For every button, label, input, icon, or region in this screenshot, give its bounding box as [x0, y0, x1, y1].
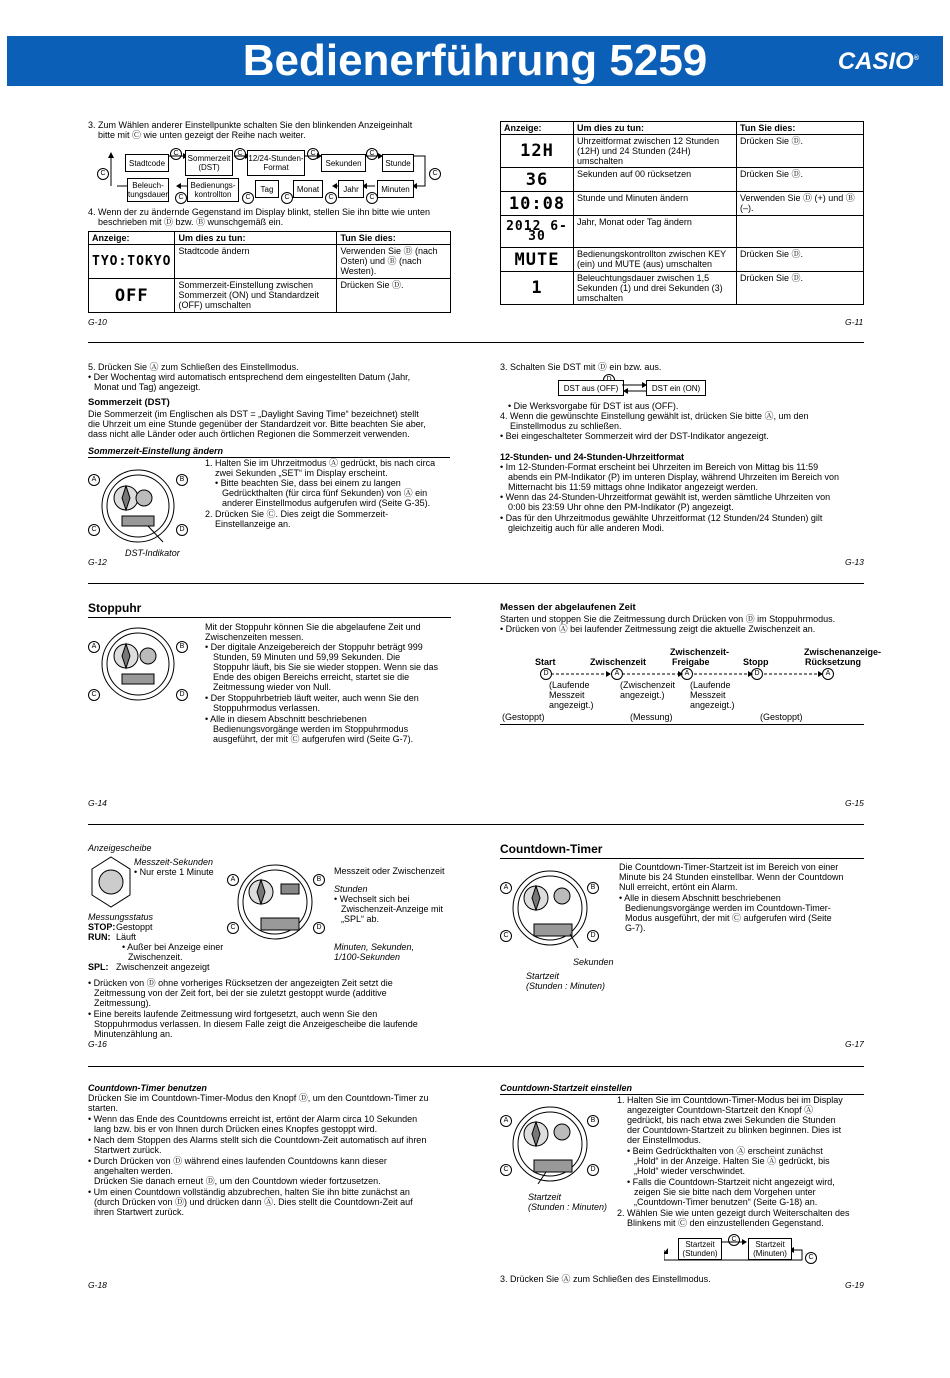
flow-jahr: Jahr — [338, 180, 364, 198]
g15-heading: Messen der abgelaufenen Zeit — [500, 602, 636, 613]
g18-line: starten. — [88, 1103, 119, 1113]
status-label: RUN: — [88, 932, 111, 942]
c-button-icon: C — [242, 192, 254, 204]
g16-line: Zeitmessung). — [94, 998, 152, 1008]
g17-line: Null erreicht, ertönt ein Alarm. — [619, 882, 738, 892]
flow-sommerzeit: Sommerzeit (DST) — [185, 150, 233, 176]
g17-line: Minute bis 24 Stunden einstellbar. Wenn der Countdown — [619, 872, 844, 882]
flow-note: angezeigt.) — [690, 700, 735, 710]
g12-line: Monat und Tag) angezeigt. — [94, 382, 201, 392]
g18-line: • Nach dem Stoppen des Alarms stellt sich die Countdown-Zeit automatisch auf ihren — [88, 1135, 427, 1145]
lcd-off: OFF — [89, 279, 175, 313]
flow-stopp: Stopp — [743, 657, 769, 667]
caption: Messzeit-Sekunden — [134, 857, 214, 867]
g10-step3: 3. Zum Wählen anderer Einstellpunkte schalten Sie den blinkenden Anzeigeinhalt — [88, 120, 413, 130]
g13-line: • Wenn das 24-Stunden-Uhrzeitformat gewählt ist, werden sämtliche Uhrzeiten von — [500, 492, 831, 502]
g12-line: • Bitte beachten Sie, dass bei einem zu langen — [215, 478, 401, 488]
d-button-icon: D — [587, 930, 599, 942]
g19-line: 3. Drücken Sie Ⓐ zum Schließen des Einstellmodus. — [500, 1274, 711, 1284]
g18-line: Startwert zurück. — [94, 1145, 162, 1155]
g10-settings-table: Anzeige: Um dies zu tun: Tun Sie dies: TYO:TOKYO Stadtcode ändern Verwenden Sie Ⓓ (nach Osten) und Ⓑ (nach Westen). OFF Sommerzeit-Einstellung zwischen Sommerzeit (ON) und Standardzeit (OFF) umschalten Drücken Sie Ⓓ. — [88, 231, 451, 313]
flow-state: (Messung) — [630, 712, 673, 722]
flow-freigabe: Zwischenzeit- — [670, 647, 730, 657]
g14-line: Mit der Stoppuhr können Sie die abgelaufene Zeit und — [205, 622, 421, 632]
g18-line: lang bzw. bis er von Ihnen durch Drücken eines Knopfes gestoppt wird. — [94, 1124, 378, 1134]
caption: Messungsstatus — [88, 912, 154, 922]
g17-line: • Alle in diesem Abschnitt beschriebenen — [619, 893, 781, 903]
caption: Startzeit — [528, 1192, 562, 1202]
a-button-icon: A — [88, 474, 100, 486]
g12-subheading: Sommerzeit-Einstellung ändern — [88, 446, 224, 456]
c-button-icon: C — [325, 192, 337, 204]
g14-line: ausgeführt, der mit Ⓒ aufgerufen wird (Seite G-7). — [213, 734, 414, 744]
g10-step4: 4. Wenn der zu ändernde Gegenstand im Display blinkt, stellen Sie ihn bitte wie unten — [88, 207, 431, 217]
g19-line: der Countdown-Startzeit zu blinken beginnen. Dies ist — [627, 1125, 842, 1135]
g13-line: Einstellmodus zu schließen. — [510, 421, 622, 431]
c-button-icon: C — [500, 930, 512, 942]
flow-note: Messzeit — [690, 690, 726, 700]
g13-line: gleichzeitig auch für alle anderen Modi. — [508, 523, 665, 533]
title-banner — [7, 36, 943, 86]
dst-on-box: DST ein (ON) — [646, 380, 706, 396]
flow-zwischenzeit: Zwischenzeit — [590, 657, 647, 667]
b-button-icon: B — [176, 474, 188, 486]
flow-format: 12/24-Stunden- Format — [247, 150, 305, 176]
a-button-icon: A — [681, 668, 693, 680]
g14-line: Zeitmessung wieder von Null. — [213, 682, 332, 692]
flow-bedienungston: Bedienungs- kontrollton — [187, 178, 239, 202]
flow-note: angezeigt.) — [549, 700, 594, 710]
c-button-icon: C — [234, 148, 246, 160]
g10-step3b: bitte mit Ⓒ wie unten gezeigt der Reihe nach weiter. — [98, 130, 306, 140]
g18-line: ihren Startwert zurück. — [94, 1207, 185, 1217]
a-button-icon: A — [822, 668, 834, 680]
g12-line: dass nicht alle Länder oder auch örtlichen Regionen die Sommerzeit verwenden. — [88, 429, 410, 439]
g13-line: • Im 12-Stunden-Format erscheint bei Uhrzeiten im Bereich von Mittag bis 11:59 — [500, 462, 819, 472]
g17-line: Modus ausgeführt, der mit Ⓒ aufgerufen wird (Seite — [625, 913, 832, 923]
status-note: Zwischenzeit. — [128, 952, 183, 962]
lcd-1008: 10:08 — [501, 192, 574, 216]
g16-line: Stoppuhrmodus verlassen. In diesem Falle zeigt die Anzeigescheibe die laufende — [94, 1019, 418, 1029]
g12-line: 1. Halten Sie im Uhrzeitmodus Ⓐ gedrückt, bis nach circa — [205, 458, 436, 468]
page-number: G-11 — [845, 317, 864, 327]
caption: „SPL“ ab. — [341, 914, 380, 924]
c-button-icon: C — [88, 689, 100, 701]
toggle-arrows — [622, 380, 648, 396]
b-button-icon: B — [587, 882, 599, 894]
flow-note: angezeigt.) — [620, 690, 665, 700]
a-button-icon: A — [227, 874, 239, 886]
section-divider — [88, 1066, 864, 1067]
g12-line: 2. Drücken Sie Ⓒ. Dies zeigt die Sommerzeit- — [205, 509, 389, 519]
caption: Minuten, Sekunden, — [334, 942, 415, 952]
g14-line: • Der Stoppuhrbetrieb läuft weiter, auch wenn Sie den — [205, 693, 419, 703]
d-button-icon: D — [540, 668, 552, 680]
g13-line: abends ein PM-Indikator (P) im unteren Display, während Uhrzeiten im Bereich von — [508, 472, 839, 482]
flow-state: (Gestoppt) — [760, 712, 803, 722]
flow-startzeit-minuten: Startzeit (Minuten) — [748, 1238, 792, 1260]
lcd-12h: 12H — [501, 135, 574, 168]
c-button-icon: C — [97, 168, 109, 180]
page-number: G-19 — [845, 1280, 864, 1290]
flow-note: Messzeit — [549, 690, 585, 700]
c-button-icon: C — [366, 148, 378, 160]
flow-freigabe: Freigabe — [672, 657, 710, 667]
caption: Sekunden — [573, 957, 614, 967]
section-divider — [88, 824, 864, 825]
casio-logo: CASIO® — [837, 48, 919, 75]
flow-note: (Laufende — [549, 680, 590, 690]
underline — [500, 858, 864, 859]
g12-line: Die Sommerzeit (im Englischen als DST = „Daylight Saving Time“ bezeichnet) stellt — [88, 409, 419, 419]
g19-line: Blinkens mit Ⓒ den einzustellenden Gegenstand. — [627, 1218, 824, 1228]
flow-start: Start — [535, 657, 556, 667]
g17-line: Die Countdown-Timer-Startzeit ist im Bereich von einer — [619, 862, 839, 872]
g12-line: zwei Sekunden „SET“ im Display erscheint. — [215, 468, 388, 478]
g18-line: Drücken Sie danach erneut Ⓓ, um den Countdown wieder fortzusetzen. — [94, 1176, 381, 1186]
section-divider — [88, 342, 864, 343]
g19-line: 1. Halten Sie im Countdown-Timer-Modus bei im Display — [617, 1095, 843, 1105]
g16-line: Minutenzählung an. — [94, 1029, 173, 1039]
g18-line: Drücken Sie im Countdown-Timer-Modus den Knopf Ⓓ, um den Countdown-Timer zu — [88, 1093, 429, 1103]
flow-ruecksetzung: Zwischenanzeige- — [804, 647, 882, 657]
g19-line: gedrückt, bis nach etwa zwei Sekunden die Stunden — [627, 1115, 836, 1125]
g19-line: „Countdown-Timer benutzen“ (Seite G-18) an. — [634, 1197, 818, 1207]
dst-off-box: DST aus (OFF) — [558, 380, 624, 396]
g18-line: (durch Drücken von Ⓓ) und drücken dann Ⓐ. Dies stellt die Countdown-Zeit auf — [94, 1197, 413, 1207]
page-number: G-16 — [88, 1039, 107, 1049]
status-value: Zwischenzeit angezeigt — [116, 962, 210, 972]
a-button-icon: A — [611, 668, 623, 680]
flow-stunde: Stunde — [382, 154, 414, 172]
underline — [500, 724, 864, 725]
c-button-icon: C — [429, 168, 441, 180]
g13-line: 0:00 bis 23:59 Uhr ohne den PM-Indikator (P) angezeigt. — [508, 502, 734, 512]
g14-line: Stoppuhrmodus verlassen. — [213, 703, 321, 713]
d-button-icon: D — [176, 689, 188, 701]
g12-heading: Sommerzeit (DST) — [88, 397, 170, 408]
g11-settings-table: Anzeige: Um dies zu tun: Tun Sie dies: 12H Uhrzeitformat zwischen 12 Stunden (12H) und 24 Stunden (24H) umschalten Drücken Sie Ⓓ. 36 Sekunden auf 00 rücksetzen Drücken Sie Ⓓ. 10:08 Stunde und Minuten ändern Verwenden Sie Ⓓ (+) und Ⓑ (–). 2012 6-30 Jahr, Monat oder Tag ändern MUTE Bedienungskontrollton zwischen KEY (ein) und MUTE (aus) umschalten Drücken Sie Ⓓ. 1 Beleuchtungsdauer zwischen 1,5 Sekunden (1) und drei Sekunden (3) umschalten Drücken Sie Ⓓ. — [500, 121, 864, 305]
g13-line: Mitternacht bis 11:59 mittags ohne Indikator angezeigt werden. — [508, 482, 758, 492]
c-button-icon: C — [366, 192, 378, 204]
g10-step4b: beschrieben mit Ⓓ bzw. Ⓑ wunschgemäß ein. — [98, 217, 284, 227]
d-button-icon: D — [751, 668, 763, 680]
c-button-icon: C — [728, 1234, 740, 1246]
c-button-icon: C — [805, 1252, 817, 1264]
caption: Stunden — [334, 884, 368, 894]
page-number: G-17 — [845, 1039, 864, 1049]
flow-stadtcode: Stadtcode — [125, 154, 169, 172]
page-number: G-13 — [845, 557, 864, 567]
flow-minuten: Minuten — [377, 180, 414, 198]
c-button-icon: C — [88, 524, 100, 536]
g16-line: Zeitmessung von der Zeit fort, bei der sie zuletzt gestoppt wurde (additive — [94, 988, 387, 998]
caption: Zwischenzeit-Anzeige mit — [341, 904, 444, 914]
g12-line: anderer Einstellmodus aufgerufen wird (Seite G-35). — [222, 498, 431, 508]
g13-line: • Die Werksvorgabe für DST ist aus (OFF). — [508, 401, 679, 411]
b-button-icon: B — [176, 641, 188, 653]
c-button-icon: C — [175, 192, 187, 204]
g16-line: • Drücken von Ⓓ ohne vorheriges Rücksetzen der angezeigten Zeit setzt die — [88, 978, 393, 988]
flow-state: (Gestoppt) — [502, 712, 545, 722]
g18-line: • Durch Drücken von Ⓓ während eines laufenden Countdowns kann dieser — [88, 1156, 387, 1166]
underline — [88, 617, 451, 618]
page-number: G-15 — [845, 798, 864, 808]
page-title: Bedienerführung 5259 — [242, 36, 708, 85]
g19-line: 2. Wählen Sie wie unten gezeigt durch Weiterschalten des — [617, 1208, 850, 1218]
flow-ruecksetzung: Rücksetzung — [805, 657, 862, 667]
stoppuhr-heading: Stoppuhr — [88, 601, 142, 615]
g19-line: zeigen Sie sie bitte nach dem Vorgehen unter — [634, 1187, 816, 1197]
g19-line: der Einstellmodus. — [627, 1135, 702, 1145]
section-divider — [88, 583, 864, 584]
g12-line: • Der Wochentag wird automatisch entsprechend dem eingestellten Datum (Jahr, — [88, 372, 411, 382]
flow-note: (Laufende — [690, 680, 731, 690]
g14-line: Stunden, 59 Minuten und 59,99 Sekunden. Die — [213, 652, 401, 662]
dst-indicator-caption: DST-Indikator — [125, 548, 180, 558]
g14-line: • Der digitale Anzeigebereich der Stoppuhr beträgt 999 — [205, 642, 423, 652]
caption: (Stunden : Minuten) — [528, 1202, 608, 1212]
g15-line: • Drücken von Ⓐ bei laufender Zeitmessung zeigt die aktuelle Zwischenzeit an. — [500, 624, 816, 634]
g12-line: die Uhrzeit um eine Stunde gegenüber der Standardzeit vor. Bitte beachten Sie aber, — [88, 419, 426, 429]
g14-line: Stoppuhr läuft, bis Sie sie wieder stoppen. Wenn sie das — [213, 662, 438, 672]
flow-sekunden: Sekunden — [321, 154, 366, 172]
d-button-icon: D — [587, 1164, 599, 1176]
status-value: Gestoppt — [116, 922, 153, 932]
g19-subheading: Countdown-Startzeit einstellen — [500, 1083, 633, 1093]
g18-line: angehalten werden. — [94, 1166, 174, 1176]
caption: 1/100-Sekunden — [334, 952, 401, 962]
status-value: Läuft — [116, 932, 137, 942]
g18-line: • Um einen Countdown vollständig abzubrechen, halten Sie ihn bitte zunächst an — [88, 1187, 410, 1197]
flow-note: (Zwischenzeit — [620, 680, 676, 690]
page-number: G-12 — [88, 557, 107, 567]
lcd-1: 1 — [501, 272, 574, 305]
g13-line: 4. Wenn die gewünschte Einstellung gewählt ist, drücken Sie bitte Ⓐ, um den — [500, 411, 809, 421]
countdown-heading: Countdown-Timer — [500, 842, 603, 856]
lcd-mute: MUTE — [501, 248, 574, 272]
flow-beleuchtung: Beleuch- tungsdauer — [127, 178, 169, 202]
flow-monat: Monat — [293, 180, 323, 198]
caption: • Wechselt sich bei — [334, 894, 410, 904]
g13-line: • Bei eingeschalteter Sommerzeit wird der DST-Indikator angezeigt. — [500, 431, 769, 441]
g13-line: 3. Schalten Sie DST mit Ⓓ ein bzw. aus. — [500, 362, 662, 372]
page-number: G-14 — [88, 798, 107, 808]
g12-line: Einstellanzeige an. — [215, 519, 291, 529]
g18-line: • Wenn das Ende des Countdowns erreicht ist, ertönt der Alarm circa 10 Sekunden — [88, 1114, 418, 1124]
status-note: • Außer bei Anzeige einer — [122, 942, 224, 952]
caption: • Nur erste 1 Minute — [134, 867, 214, 877]
g17-line: G-7). — [625, 923, 646, 933]
g19-line: angezeigter Countdown-Startzeit den Knopf Ⓐ — [627, 1105, 814, 1115]
page-number: G-10 — [88, 317, 107, 327]
g19-line: „Hold“ in der Anzeige. Halten Sie Ⓐ gedrückt, bis — [634, 1156, 830, 1166]
g12-line: Gedrückthalten (für circa fünf Sekunden) von Ⓐ ein — [222, 488, 428, 498]
g18-subheading: Countdown-Timer benutzen — [88, 1083, 207, 1093]
d-button-icon: D — [176, 524, 188, 536]
g14-line: Bedienungsvorgänge werden im Stoppuhrmodus — [213, 724, 409, 734]
g15-line: Starten und stoppen Sie die Zeitmessung durch Drücken von Ⓓ im Stoppuhrmodus. — [500, 614, 836, 624]
caption: (Stunden : Minuten) — [526, 981, 606, 991]
g17-line: Bedienungsvorgänge werden im Countdown-Timer- — [625, 903, 831, 913]
lcd-36: 36 — [501, 168, 574, 192]
g19-line: • Beim Gedrückthalten von Ⓐ erscheint zunächst — [627, 1146, 823, 1156]
page-number: G-18 — [88, 1280, 107, 1290]
a-button-icon: A — [500, 882, 512, 894]
g14-line: • Alle in diesem Abschnitt beschriebenen — [205, 714, 367, 724]
c-button-icon: C — [500, 1164, 512, 1176]
g14-line: Zwischenzeiten messen. — [205, 632, 304, 642]
lcd-tokyo: TYO:TOKYO — [89, 245, 175, 279]
g19-line: • Falls die Countdown-Startzeit nicht angezeigt wird, — [627, 1177, 835, 1187]
status-label: STOP: — [88, 922, 116, 932]
c-button-icon: C — [170, 148, 182, 160]
dial-illustration — [88, 855, 134, 911]
c-button-icon: C — [307, 148, 319, 160]
c-button-icon: C — [227, 922, 239, 934]
g12-line: 5. Drücken Sie Ⓐ zum Schließen des Einstellmodus. — [88, 362, 299, 372]
a-button-icon: A — [88, 641, 100, 653]
status-label: SPL: — [88, 962, 109, 972]
caption: Anzeigescheibe — [88, 843, 152, 853]
g16-line: • Eine bereits laufende Zeitmessung wird fortgesetzt, auch wenn Sie den — [88, 1009, 378, 1019]
g13-heading: 12-Stunden- und 24-Stunden-Uhrzeitformat — [500, 452, 684, 462]
caption: Startzeit — [526, 971, 560, 981]
c-button-icon: C — [281, 192, 293, 204]
d-button-icon: D — [313, 922, 325, 934]
g14-line: Ende des obigen Bereichs erreicht, startet sie die — [213, 672, 410, 682]
b-button-icon: B — [587, 1115, 599, 1127]
lcd-date: 2012 6-30 — [501, 216, 574, 248]
g13-line: • Das für den Uhrzeitmodus gewählte Uhrzeitformat (12 Stunden/24 Stunden) gilt — [500, 513, 823, 523]
b-button-icon: B — [313, 874, 325, 886]
caption: Messzeit oder Zwischenzeit — [334, 866, 445, 876]
a-button-icon: A — [500, 1115, 512, 1127]
flow-startzeit-stunden: Startzeit (Stunden) — [678, 1238, 722, 1260]
flow-tag: Tag — [255, 180, 279, 198]
g19-line: „Hold“ wieder verschwindet. — [634, 1166, 746, 1176]
